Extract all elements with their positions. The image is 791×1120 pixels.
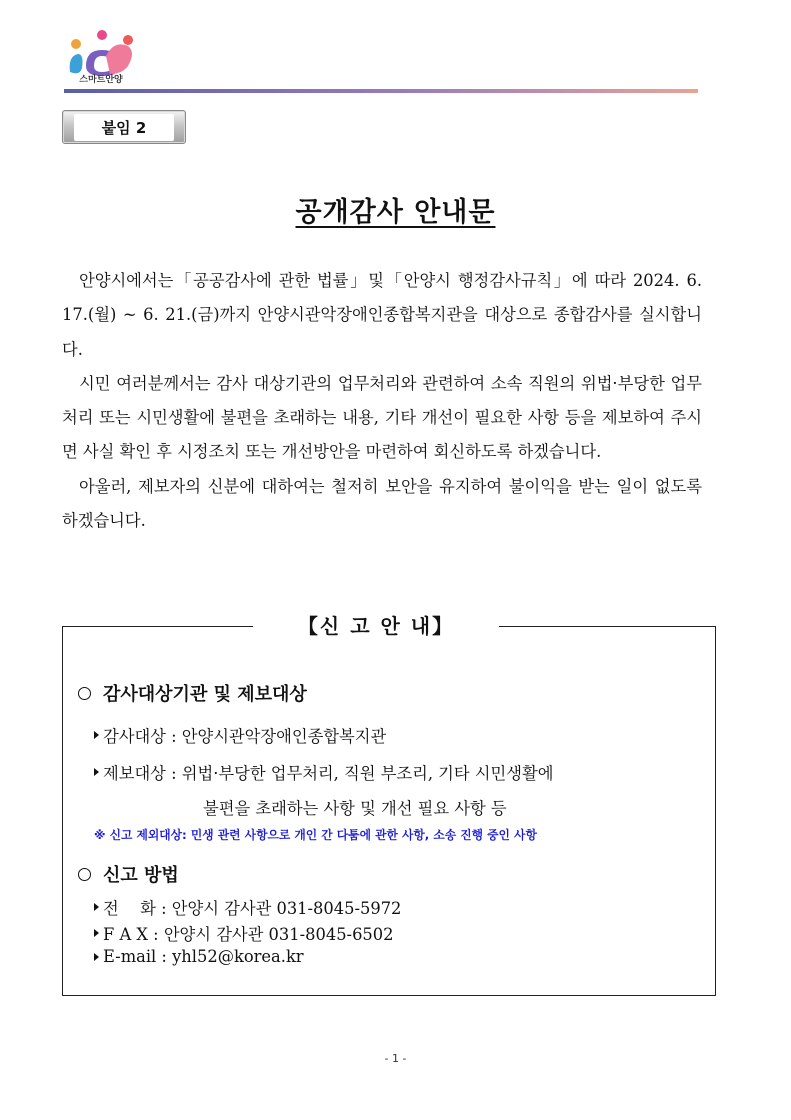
- page-title-wrapper: [0, 190, 791, 229]
- triangle-bullet-icon: [94, 903, 99, 911]
- triangle-bullet-icon: [94, 731, 99, 739]
- section-report-method-heading: [78, 861, 179, 887]
- section-audit-target-heading-text: 감사대상기관 및 제보대상: [103, 684, 307, 705]
- email-text: E-mail : yhl52@korea.kr: [103, 947, 304, 966]
- email-line: [94, 947, 304, 966]
- triangle-bullet-icon: [94, 953, 99, 961]
- section-audit-target-heading: [78, 680, 307, 706]
- audit-target-text: 감사대상 : 안양시관악장애인종합복지관: [103, 727, 387, 746]
- paragraph-1: 안양시에서는「공공감사에 관한 법률」및「안양시 행정감사규칙」에 따라 2024. 6. 17.(월) ~ 6. 21.(금)까지 안양시관악장애인종합복지관을 대상으로 종합감사를 실시합니다.: [62, 271, 702, 359]
- page-title: 공개감사 안내문: [295, 197, 496, 228]
- paragraph-2: 시민 여러분께서는 감사 대상기관의 업무처리와 관련하여 소속 직원의 위법·부당한 업무처리 또는 시민생활에 불편을 초래하는 내용, 기타 개선이 필요한 사항 등을 제보하여 주시면 사실 확인 후 시정조치 또는 개선방안을 마련하여 회신하도록 하겠습니다.: [62, 373, 702, 462]
- report-target-line-1: [94, 760, 553, 784]
- page-number: - 1 -: [384, 1052, 407, 1065]
- header-divider: [64, 89, 698, 93]
- section-report-method-heading-text: 신고 방법: [103, 865, 179, 886]
- fax-text: F A X : 안양시 감사관 031-8045-6502: [103, 925, 394, 944]
- circle-bullet-icon: [78, 687, 91, 700]
- report-target-text-1: 제보대상 : 위법·부당한 업무처리, 직원 부조리, 기타 시민생활에: [103, 764, 554, 783]
- phone-line: [94, 895, 401, 919]
- body-text: [62, 264, 702, 538]
- logo-text: 스마트안양: [79, 75, 123, 85]
- exclusion-note: ※ 신고 제외대상: 민생 관련 사항으로 개인 간 다툼에 관한 사항, 소송 진행 중인 사항: [94, 828, 537, 842]
- paragraph-3: 아울러, 제보자의 신분에 대하여는 철저히 보안을 유지하여 불이익을 받는 일이 없도록 하겠습니다.: [62, 476, 702, 531]
- triangle-bullet-icon: [94, 929, 99, 937]
- circle-bullet-icon: [78, 868, 91, 881]
- phone-text: 전 화 : 안양시 감사관 031-8045-5972: [103, 899, 402, 918]
- report-target-text-2: 불편을 초래하는 사항 및 개선 필요 사항 등: [203, 799, 507, 818]
- audit-target-line: [94, 723, 386, 747]
- fax-line: [94, 921, 394, 945]
- report-target-line-2: [203, 795, 507, 819]
- triangle-bullet-icon: [94, 768, 99, 776]
- attachment-tag-label: 붙임 2: [74, 114, 175, 141]
- notice-box-title: 【신 고 안 내】: [253, 612, 499, 640]
- attachment-tag: [62, 110, 186, 144]
